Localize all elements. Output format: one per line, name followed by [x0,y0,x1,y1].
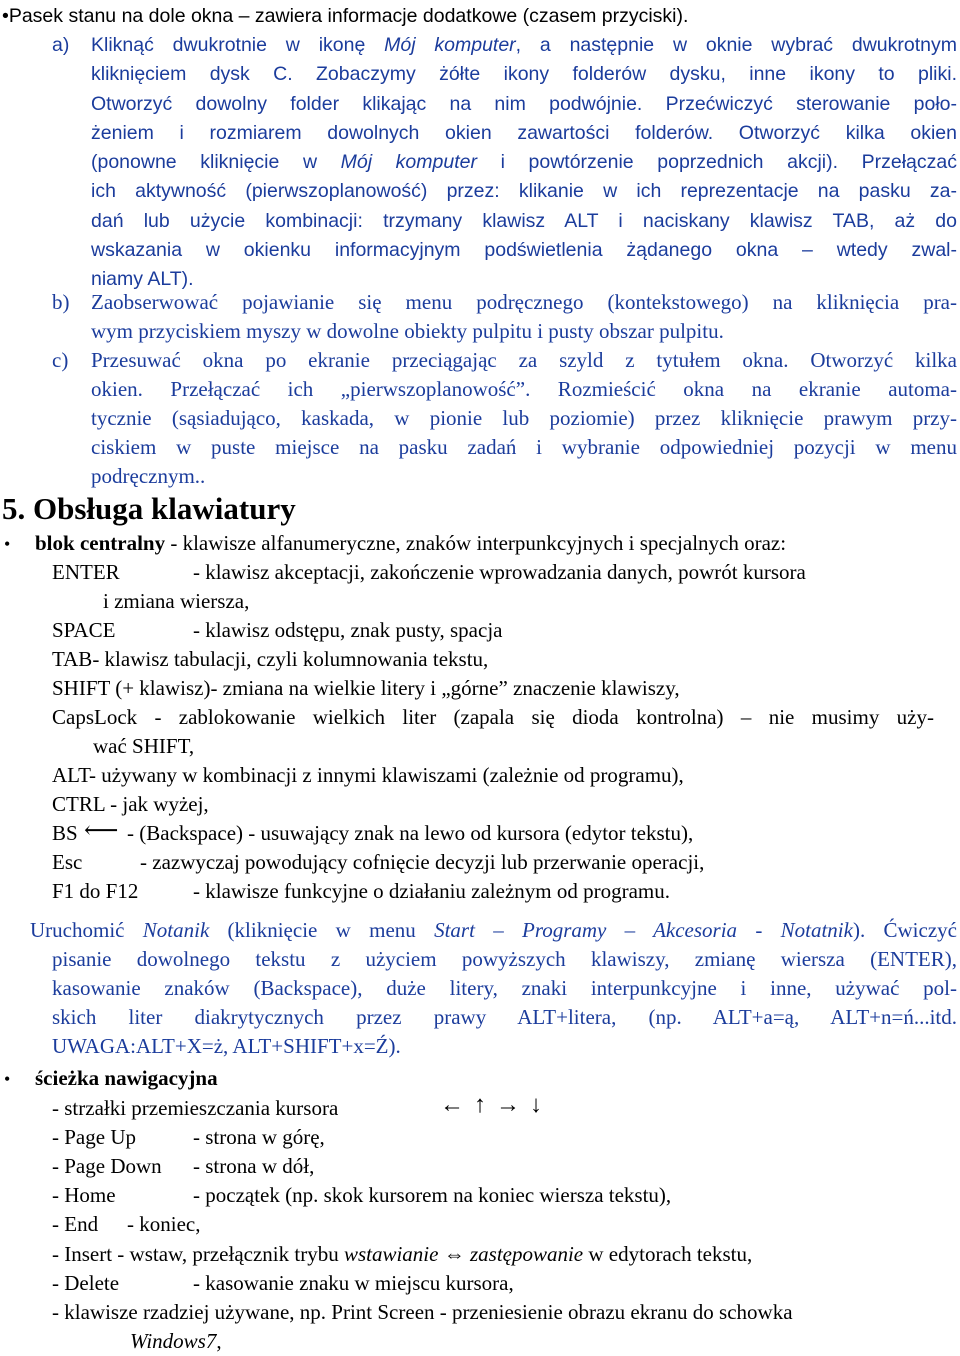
nav-end-desc: - koniec, [127,1212,201,1236]
key-alt: ALT- używany w kombinacji z innymi klawiszami (zależnie od programu), [52,763,684,787]
key-shift: SHIFT (+ klawisz)- zmiana na wielkie litery i „górne” znaczenie klawiszy, [52,676,680,700]
item-b-paragraph [91,288,957,346]
item-c-marker: c) [52,348,69,372]
key-esc-desc: - zazwyczaj powodujący cofnięcie decyzji lub przerwanie operacji, [140,850,705,874]
notepad-line-1: Uruchomić Notanik (kliknięcie w menu Start – Programy – Akcesoria - Notatnik). Ćwiczyć [30,918,957,942]
section-heading: 5. Obsługa klawiatury [2,491,296,526]
key-f: F1 do F12 [52,879,139,903]
key-bs: BS [52,821,78,845]
key-enter: ENTER [52,560,120,584]
nav-pageup-desc: - strona w górę, [193,1125,325,1149]
key-tab: TAB- klawisz tabulacji, czyli kolumnowania tekstu, [52,647,489,671]
notepad-line-3: kasowanie znaków (Backspace), duże litery, znaki interpunkcyjne i inne, używać pol- [52,976,957,1000]
item-a-paragraph [91,31,957,295]
key-capslock-cont: wać SHIFT, [93,734,195,758]
key-enter-desc-cont: i zmiana wiersza, [103,589,250,613]
notepad-line-2: pisanie dowolnego tekstu z użyciem powyższych klawiszy, zmianę wiersza (ENTER), [52,947,957,971]
nav-home: - Home [52,1183,116,1207]
nav-insert: - Insert - wstaw, przełącznik trybu wstawianie ⇔ zastępowanie w edytorach tekstu, [52,1242,753,1266]
key-enter-desc: - klawisz akceptacji, zakończenie wprowadzania danych, powrót kursora [193,560,806,584]
nav-home-desc: - początek (np. skok kursorem na koniec wiersza tekstu), [193,1183,672,1207]
central-title-line [35,529,786,558]
central-desc: - klawisze alfanumeryczne, znaków interpunkcyjnych i specjalnych oraz: [165,531,787,555]
bullet: • [4,534,11,554]
notepad-line-5: UWAGA:ALT+X=ż, ALT+SHIFT+x=Ź). [52,1034,401,1058]
key-esc: Esc [52,850,83,874]
item-c-line-5: podręcznym.. [91,464,206,488]
nav-pagedown-desc: - strona w dół, [193,1154,315,1178]
item-a-line-4: żeniem i rozmiarem dowolnych okien zawartości folderów. Otworzyć kilka okien [91,121,957,144]
arrow-keys-icon: ← ↑ → ↓ [440,1092,544,1118]
key-space: SPACE [52,618,116,642]
intro-text: Pasek stanu na dole okna – zawiera informacje dodatkowe (czasem przyciski). [8,5,689,27]
left-arrow-icon: ⟵ [84,818,119,844]
nav-delete: - Delete [52,1271,120,1295]
nav-delete-desc: - kasowanie znaku w miejscu kursora, [193,1271,514,1295]
bullet: • [4,1069,11,1089]
notepad-line-1-wrap [30,916,957,945]
item-a-line-5: (ponowne kliknięcie w Mój komputer i powtórzenie poprzednich akcji). Przełączać [91,151,957,174]
item-a-line-6: ich aktywność (pierwszoplanowość) przez: klikanie w ich reprezentacje na pasku za- [91,180,957,203]
item-a-line-9: niamy ALT). [91,268,194,291]
item-a-line-2: kliknięciem dysk C. Zobaczymy żółte ikony folderów dysku, inne ikony to pliki. [91,63,957,86]
item-a-line-1: Kliknąć dwukrotnie w ikonę Mój komputer, a następnie w oknie wybrać dwukrotnym [91,34,957,56]
central-title: blok centralny [35,531,166,555]
nav-rare-keys: - klawisze rzadziej używane, np. Print Screen - przeniesienie obrazu ekranu do schowka [52,1300,793,1324]
key-ctrl: CTRL - jak wyżej, [52,792,209,816]
notepad-paragraph [52,945,957,1061]
item-c-line-2: okien. Przełączać ich „pierwszoplanowość”. Rozmieścić okna na ekranie automa- [91,377,957,401]
nav-pageup: - Page Up [52,1125,136,1149]
nav-arrows-label: - strzałki przemieszczania kursora [52,1096,339,1120]
key-capslock-wrap [52,703,934,732]
item-a-line-7: dań lub użycie kombinacji: trzymany klawisz ALT i naciskany klawisz TAB, aż do [91,209,957,232]
item-c-line-4: ciskiem w puste miejsce na pasku zadań i wybranie odpowiedniej pozycji w menu [91,435,957,459]
item-a-line-8: wskazania w okienku informacyjnym podświetlenia żądanego okna – wtedy zwal- [91,239,957,262]
item-b-line-1: Zaobserwować pojawianie się menu podręcznego (kontekstowego) na kliknięcia pra- [91,290,957,314]
key-f-desc: - klawisze funkcyjne o działaniu zależnym od programu. [193,879,670,903]
item-a-marker: a) [52,34,70,56]
nav-title: ścieżka nawigacyjna [35,1066,218,1090]
item-c-line-1: Przesuwać okna po ekranie przeciągając za szyld z tytułem okna. Otworzyć kilka [91,348,957,372]
item-a-line-3: Otworzyć dowolny folder klikając na nim podwójnie. Przećwiczyć sterowanie poło- [91,92,957,115]
nav-rare-keys-cont: Windows7, [130,1329,222,1353]
equivalence-icon: ⇔ [438,1242,470,1266]
nav-end: - End [52,1212,99,1236]
notepad-line-4: skich liter diakrytycznych przez prawy ALT+litera, (np. ALT+a=ą, ALT+n=ń...itd. [52,1005,957,1029]
nav-pagedown: - Page Down [52,1154,162,1178]
item-c-paragraph [91,346,957,491]
item-b-marker: b) [52,290,70,314]
intro-line [2,2,688,31]
item-b-line-2: wym przyciskiem myszy w dowolne obiekty pulpitu i pusty obszar pulpitu. [91,319,724,343]
key-capslock: CapsLock - zablokowanie wielkich liter (zapala się dioda kontrolna) – nie musimy uży- [52,705,934,729]
bullet: • [2,5,9,27]
key-space-desc: - klawisz odstępu, znak pusty, spacja [193,618,503,642]
key-bs-desc: - (Backspace) - usuwający znak na lewo od kursora (edytor tekstu), [127,821,694,845]
item-c-line-3: tycznie (sąsiadująco, kaskada, w pionie lub poziomie) przez kliknięcie prawym przy- [91,406,957,430]
